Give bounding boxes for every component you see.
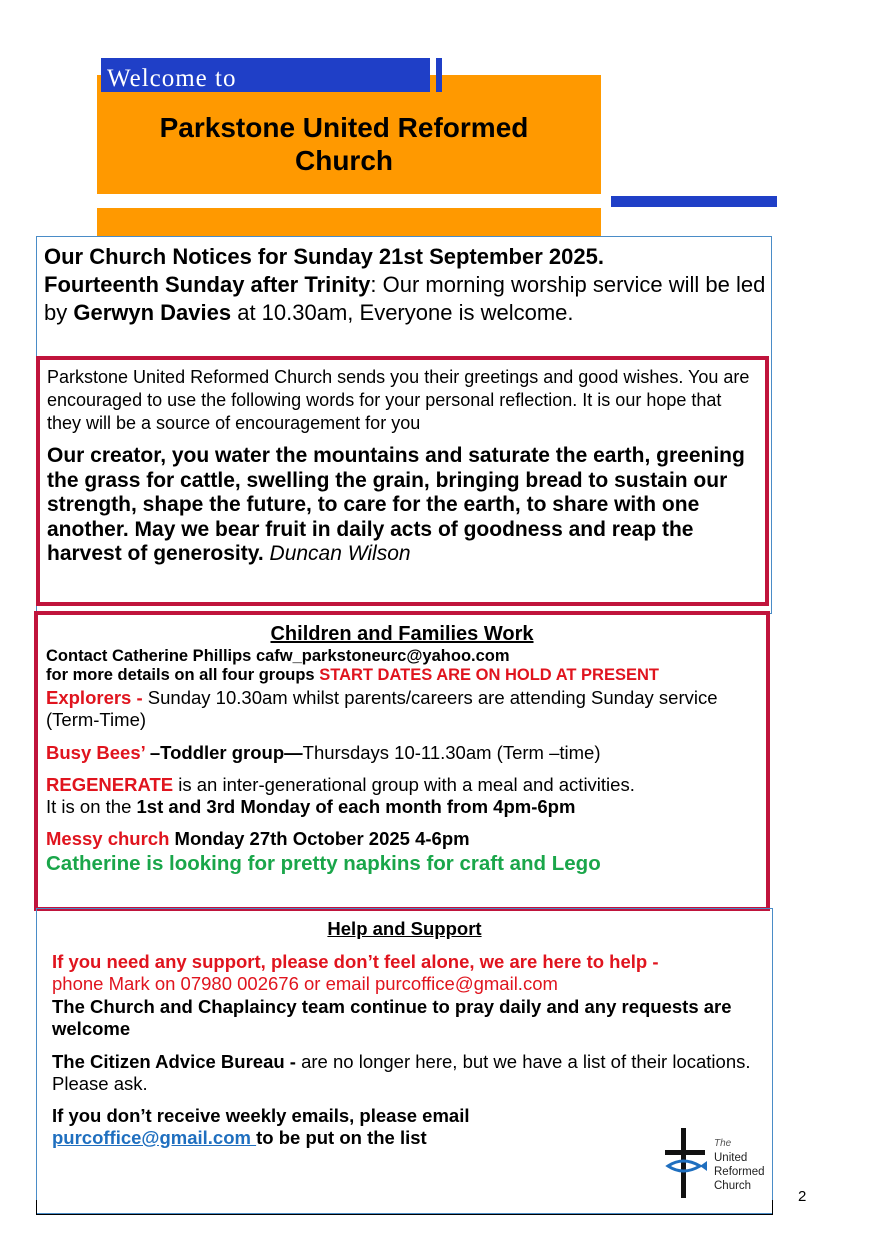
regenerate-line2a: It is on the (46, 796, 137, 817)
help-title: Help and Support (327, 918, 482, 939)
notices-text (44, 243, 768, 327)
greeting-prayer (47, 444, 765, 567)
notices-text-a: : Our morning worship service will be led by (44, 272, 766, 325)
regenerate-item (46, 774, 762, 818)
messy-church-text: Monday 27th October 2025 4-6pm (169, 828, 470, 849)
cab-bold: The Citizen Advice Bureau - (52, 1051, 302, 1072)
logo-line2: Reformed (714, 1166, 765, 1178)
header-orange-strip (97, 208, 601, 237)
support-phone: phone Mark on 07980 002676 or email purcoffice@gmail.com (52, 973, 558, 994)
explorers-label: Explorers - (46, 687, 148, 708)
more-details: for more details on all four groups (46, 666, 320, 684)
on-hold-notice: START DATES ARE ON HOLD AT PRESENT (319, 666, 659, 684)
church-title-line1: Parkstone United Reformed (159, 112, 529, 143)
notices-heading: Our Church Notices for Sunday 21st September 2025. (44, 244, 604, 269)
busy-bees-item (46, 742, 762, 764)
explorers-item (46, 687, 762, 731)
messy-church-label: Messy church (46, 828, 170, 849)
contact-line: Contact Catherine Phillips cafw_parkstoneurc@yahoo.com (46, 647, 510, 665)
page-number: 2 (798, 1188, 807, 1205)
regenerate-label: REGENERATE (46, 774, 174, 795)
email-link[interactable]: purcoffice@gmail.com (52, 1127, 257, 1148)
regenerate-text: is an inter-generational group with a meal and activities. (173, 774, 635, 795)
support-bold: If you need any support, please don’t feel alone, we are here to help - (52, 951, 659, 972)
church-title-line2: Church (295, 145, 393, 176)
header-blue-tick (436, 58, 442, 92)
welcome-text: Welcome to (107, 65, 237, 92)
logo-the: The (714, 1138, 732, 1149)
emails-note (52, 1105, 762, 1149)
busy-bees-label: Busy Bees’ (46, 742, 150, 763)
cab-note (52, 1051, 762, 1095)
prayer-text: Our creator, you water the mountains and saturate the earth, greening the grass for cattle, swelling the grain, bringing bread to sustain our strength, shape the future, to care for the earth, to share with one another. May we bear fruit in daily acts of goodness and reap the harvest of generosity. (47, 444, 745, 565)
regenerate-line2b: 1st and 3rd Monday of each month from 4pm-6pm (136, 796, 576, 817)
messy-church-item (46, 828, 762, 850)
cab-text: are no longer here, but we have a list of their locations. Please ask. (52, 1051, 751, 1094)
greeting-intro: Parkstone United Reformed Church sends you their greetings and good wishes. You are encouraged to use the following words for your personal reflection. It is our hope that they will be a source of encouragement for you (47, 367, 750, 433)
emails-line2: to be put on the list (256, 1127, 427, 1148)
header-blue-strip (611, 196, 777, 207)
support-note (52, 951, 762, 995)
explorers-text: Sunday 10.30am whilst parents/careers are attending Sunday service (Term-Time) (46, 687, 718, 730)
urc-logo-text (714, 1137, 765, 1193)
church-title (97, 111, 591, 177)
help-box-outer-edge (36, 1200, 773, 1215)
service-leader: Gerwyn Davies (73, 300, 232, 325)
chaplaincy-note: The Church and Chaplaincy team continue to pray daily and any requests are welcome (52, 996, 732, 1039)
logo-line3: Church (714, 1180, 752, 1192)
busy-bees-bold: –Toddler group— (149, 742, 303, 763)
children-contact (46, 647, 762, 685)
sunday-name: Fourteenth Sunday after Trinity (44, 272, 371, 297)
busy-bees-text: Thursdays 10-11.30am (Term –time) (302, 742, 601, 763)
notices-text-b: at 10.30am, Everyone is welcome. (231, 300, 574, 325)
logo-line1: United (714, 1152, 748, 1164)
prayer-author: Duncan Wilson (269, 542, 411, 565)
napkins-note: Catherine is looking for pretty napkins for craft and Lego (46, 852, 601, 875)
children-title: Children and Families Work (270, 623, 534, 645)
emails-line1: If you don’t receive weekly emails, please email (52, 1105, 470, 1126)
